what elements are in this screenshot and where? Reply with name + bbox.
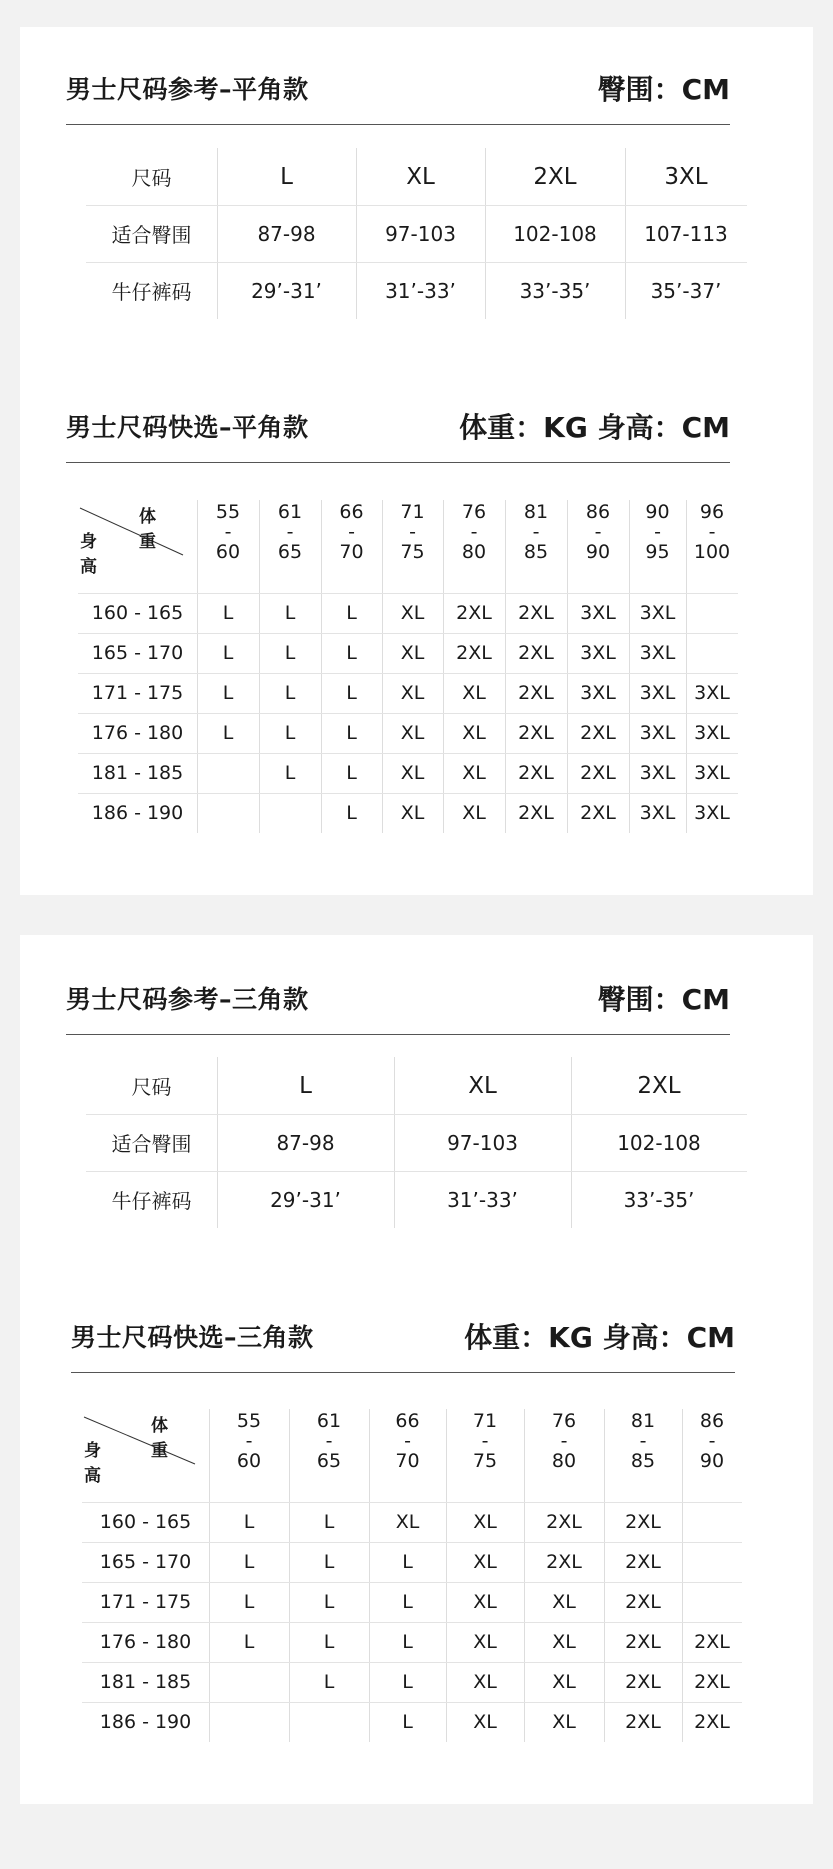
size-cell: L: [243, 1551, 255, 1573]
header-label: 尺码: [131, 1075, 172, 1099]
height-range-label: 160 - 165: [91, 602, 184, 624]
size-cell: L: [284, 762, 296, 784]
weight-range-dash: -: [286, 521, 294, 543]
size-cell: L: [243, 1591, 255, 1613]
size-cell: 3XL: [639, 602, 676, 624]
height-range-label: 171 - 175: [91, 682, 184, 704]
size-cell: [289, 1702, 369, 1742]
size-cell: L: [346, 642, 357, 664]
table-cell: 31’-33’: [385, 278, 456, 303]
size-cell: L: [346, 762, 357, 784]
size-header: L: [280, 163, 293, 190]
corner-weight-label: 体重: [151, 1416, 168, 1461]
weight-range-header: [446, 1411, 524, 1471]
weight-range-value: 60: [215, 541, 241, 563]
weight-range-value: 96: [699, 501, 725, 523]
weight-range-value: 55: [236, 1410, 262, 1432]
size-cell: 2XL: [694, 1711, 730, 1733]
table-cell: 107-113: [644, 221, 728, 246]
size-cell: L: [402, 1631, 413, 1653]
table-cell: 97-103: [385, 221, 456, 246]
row-label: 牛仔裤码: [111, 280, 192, 304]
weight-range-header: [567, 502, 629, 562]
size-cell: XL: [473, 1511, 497, 1533]
weight-range-dash: -: [245, 1430, 253, 1452]
size-cell: XL: [552, 1671, 576, 1693]
section-header-boxer-ref: [66, 62, 730, 125]
size-cell: XL: [400, 642, 425, 664]
size-cell: XL: [395, 1511, 420, 1533]
size-cell: XL: [552, 1631, 576, 1653]
size-cell: 3XL: [580, 602, 616, 624]
height-range-label: 176 - 180: [91, 722, 184, 744]
weight-range-header: [443, 502, 505, 562]
section-unit: 臀围：CM: [597, 73, 730, 106]
weight-range-header: [209, 1411, 289, 1471]
weight-range-header: [369, 1411, 446, 1471]
size-cell: [197, 753, 259, 793]
weight-range-value: 55: [215, 501, 241, 523]
size-cell: L: [346, 802, 357, 824]
corner-height-label: 身高: [84, 1441, 101, 1486]
weight-range-header: [524, 1411, 604, 1471]
size-cell: [682, 1582, 742, 1622]
weight-range-value: 61: [277, 501, 303, 523]
size-cell: XL: [473, 1671, 497, 1693]
weight-range-header: [604, 1411, 682, 1471]
weight-range-value: 66: [395, 1410, 420, 1432]
size-cell: 3XL: [694, 802, 730, 824]
size-cell: L: [222, 602, 234, 624]
size-cell: XL: [400, 682, 425, 704]
section-title: 男士尺码参考–平角款: [66, 75, 309, 104]
size-cell: L: [346, 602, 357, 624]
size-cell: 2XL: [518, 762, 554, 784]
size-header: 2XL: [533, 163, 577, 190]
table-cell: 31’-33’: [447, 1187, 518, 1212]
section-title: 男士尺码参考–三角款: [66, 985, 309, 1014]
size-cell: [197, 793, 259, 833]
height-range-label: 181 - 185: [99, 1671, 192, 1693]
size-cell: XL: [400, 602, 425, 624]
size-cell: 2XL: [694, 1671, 730, 1693]
size-cell: 3XL: [639, 682, 676, 704]
weight-range-value: 61: [316, 1410, 342, 1432]
weight-range-header: [629, 502, 686, 562]
size-cell: XL: [462, 802, 486, 824]
size-cell: L: [284, 602, 296, 624]
size-cell: 3XL: [639, 762, 676, 784]
corner-diagonal-line: [82, 1409, 209, 1474]
weight-range-header: [382, 502, 443, 562]
section-header-boxer-quick: [66, 400, 730, 463]
table-cell: 97-103: [447, 1130, 518, 1155]
weight-range-dash: -: [639, 1430, 647, 1452]
size-cell: L: [402, 1711, 413, 1733]
row-label: 适合臀围: [111, 223, 192, 247]
weight-range-header: [505, 502, 567, 562]
weight-range-value: 76: [461, 501, 487, 523]
corner-weight-label: 体重: [139, 507, 156, 552]
size-header: 3XL: [664, 163, 708, 190]
weight-range-header: [682, 1411, 742, 1471]
weight-range-dash: -: [404, 1430, 411, 1452]
weight-range-value: 81: [523, 501, 549, 523]
section-header-brief-quick: [71, 1310, 735, 1373]
size-cell: L: [346, 722, 357, 744]
size-cell: XL: [473, 1591, 497, 1613]
weight-range-header: [686, 502, 738, 562]
size-cell: 3XL: [694, 682, 730, 704]
header-label: 尺码: [131, 166, 172, 190]
height-range-label: 171 - 175: [99, 1591, 192, 1613]
size-cell: L: [243, 1511, 255, 1533]
size-cell: L: [402, 1671, 413, 1693]
weight-range-dash: -: [224, 521, 232, 543]
size-cell: XL: [552, 1591, 576, 1613]
size-cell: L: [402, 1551, 413, 1573]
table-cell: 102-108: [617, 1130, 701, 1155]
size-cell: XL: [473, 1631, 497, 1653]
size-cell: [682, 1542, 742, 1582]
size-cell: 2XL: [518, 602, 554, 624]
size-cell: 3XL: [639, 722, 676, 744]
size-cell: [259, 793, 321, 833]
size-cell: 3XL: [694, 762, 730, 784]
weight-range-header: [197, 502, 259, 562]
size-cell: L: [243, 1631, 255, 1653]
size-cell: 2XL: [518, 682, 554, 704]
weight-range-value: 70: [339, 541, 364, 563]
weight-range-dash: -: [409, 521, 416, 543]
section-title: 男士尺码快选–平角款: [66, 413, 309, 442]
size-cell: 2XL: [625, 1551, 661, 1573]
size-cell: 3XL: [694, 722, 730, 744]
size-cell: [209, 1702, 289, 1742]
size-cell: 2XL: [625, 1631, 661, 1653]
size-cell: XL: [473, 1711, 497, 1733]
size-cell: XL: [473, 1551, 497, 1573]
section-unit: 臀围：CM: [597, 983, 730, 1016]
weight-range-value: 100: [693, 541, 731, 563]
size-cell: XL: [400, 722, 425, 744]
table-cell: 29’-31’: [251, 278, 322, 303]
height-range-label: 165 - 170: [91, 642, 184, 664]
table-cell: 87-98: [257, 221, 316, 246]
weight-range-value: 86: [699, 1410, 725, 1432]
size-cell: L: [284, 682, 296, 704]
section-unit: 体重：KG 身高：CM: [459, 411, 730, 444]
size-cell: 2XL: [625, 1711, 661, 1733]
size-header: 2XL: [637, 1072, 681, 1099]
weight-range-value: 81: [630, 1410, 656, 1432]
table-cell: 87-98: [276, 1130, 335, 1155]
size-cell: XL: [462, 722, 486, 744]
weight-range-value: 75: [472, 1450, 498, 1472]
weight-range-value: 86: [585, 501, 611, 523]
table-cell: 35’-37’: [650, 278, 722, 303]
section-unit: 体重：KG 身高：CM: [464, 1321, 735, 1354]
weight-range-header: [289, 1411, 369, 1471]
weight-range-dash: -: [348, 521, 355, 543]
table-cell: 33’-35’: [623, 1187, 695, 1212]
weight-range-header: [321, 502, 382, 562]
weight-range-value: 71: [400, 501, 425, 523]
size-cell: L: [222, 722, 234, 744]
size-cell: XL: [552, 1711, 576, 1733]
weight-range-value: 85: [630, 1450, 656, 1472]
size-cell: L: [323, 1671, 335, 1693]
weight-range-value: 60: [236, 1450, 262, 1472]
weight-range-value: 90: [645, 501, 670, 523]
size-cell: L: [222, 642, 234, 664]
size-cell: 2XL: [518, 722, 554, 744]
table-cell: 33’-35’: [519, 278, 591, 303]
size-cell: L: [323, 1631, 335, 1653]
size-cell: 3XL: [639, 802, 676, 824]
weight-range-value: 85: [523, 541, 549, 563]
height-range-label: 186 - 190: [99, 1711, 192, 1733]
weight-range-dash: -: [594, 521, 602, 543]
weight-range-value: 95: [645, 541, 670, 563]
row-label: 适合臀围: [111, 1132, 192, 1156]
weight-range-dash: -: [325, 1430, 333, 1452]
weight-range-dash: -: [560, 1430, 568, 1452]
size-cell: XL: [400, 762, 425, 784]
weight-range-dash: -: [532, 521, 540, 543]
size-cell: L: [323, 1591, 335, 1613]
table-cell: 29’-31’: [270, 1187, 341, 1212]
height-range-label: 186 - 190: [91, 802, 184, 824]
size-cell: 2XL: [518, 802, 554, 824]
size-cell: XL: [462, 682, 486, 704]
size-cell: 2XL: [456, 642, 492, 664]
size-cell: [682, 1502, 742, 1542]
size-cell: 2XL: [546, 1551, 582, 1573]
weight-range-value: 80: [551, 1450, 577, 1472]
size-cell: [686, 633, 738, 673]
size-cell: 3XL: [580, 682, 616, 704]
size-cell: 2XL: [580, 802, 616, 824]
size-cell: 2XL: [518, 642, 554, 664]
size-cell: L: [402, 1591, 413, 1613]
height-range-label: 176 - 180: [99, 1631, 192, 1653]
size-cell: XL: [400, 802, 425, 824]
weight-range-dash: -: [481, 1430, 489, 1452]
weight-range-value: 65: [316, 1450, 342, 1472]
size-cell: L: [284, 642, 296, 664]
weight-range-value: 66: [339, 501, 364, 523]
size-cell: L: [323, 1511, 335, 1533]
weight-range-value: 71: [472, 1410, 498, 1432]
weight-range-value: 90: [699, 1450, 725, 1472]
weight-range-dash: -: [708, 1430, 716, 1452]
size-cell: [686, 593, 738, 633]
size-header: XL: [468, 1072, 497, 1099]
height-range-label: 160 - 165: [99, 1511, 192, 1533]
weight-range-header: [259, 502, 321, 562]
weight-range-dash: -: [470, 521, 478, 543]
size-cell: 2XL: [580, 722, 616, 744]
size-cell: L: [323, 1551, 335, 1573]
table-cell: 102-108: [513, 221, 597, 246]
size-cell: 2XL: [625, 1671, 661, 1693]
weight-range-value: 80: [461, 541, 487, 563]
weight-range-value: 90: [585, 541, 611, 563]
weight-range-value: 65: [277, 541, 303, 563]
size-cell: 2XL: [625, 1511, 661, 1533]
size-cell: 3XL: [639, 642, 676, 664]
size-cell: L: [222, 682, 234, 704]
size-header: L: [299, 1072, 312, 1099]
size-cell: 2XL: [694, 1631, 730, 1653]
weight-range-value: 75: [400, 541, 425, 563]
size-cell: XL: [462, 762, 486, 784]
size-cell: L: [284, 722, 296, 744]
weight-range-value: 70: [395, 1450, 420, 1472]
size-cell: 2XL: [580, 762, 616, 784]
size-cell: 2XL: [456, 602, 492, 624]
weight-range-dash: -: [708, 521, 716, 543]
weight-range-value: 76: [551, 1410, 577, 1432]
size-cell: 2XL: [625, 1591, 661, 1613]
weight-range-dash: -: [654, 521, 661, 543]
size-cell: 3XL: [580, 642, 616, 664]
size-cell: [209, 1662, 289, 1702]
size-cell: 2XL: [546, 1511, 582, 1533]
row-label: 牛仔裤码: [111, 1189, 192, 1213]
height-range-label: 165 - 170: [99, 1551, 192, 1573]
section-header-brief-ref: [66, 972, 730, 1035]
corner-height-label: 身高: [80, 532, 97, 577]
height-range-label: 181 - 185: [91, 762, 184, 784]
size-cell: L: [346, 682, 357, 704]
section-title: 男士尺码快选–三角款: [71, 1323, 314, 1352]
size-header: XL: [406, 163, 435, 190]
